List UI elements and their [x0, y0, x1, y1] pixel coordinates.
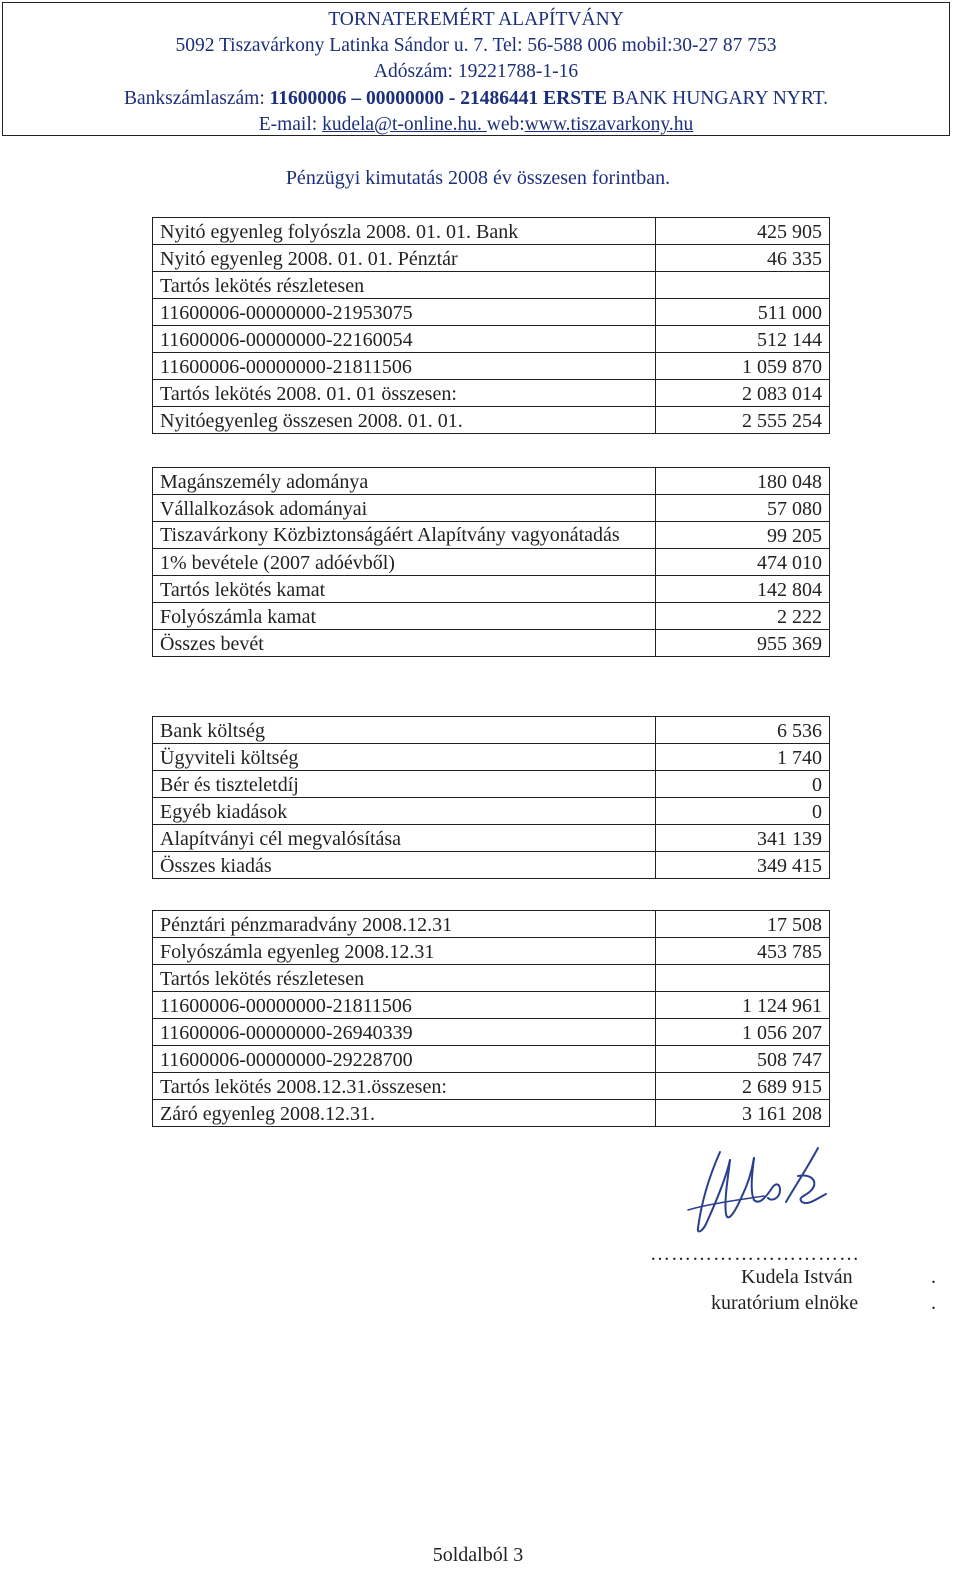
row-label: Nyitó egyenleg 2008. 01. 01. Pénztár	[153, 245, 656, 272]
row-label: Vállalkozások adományai	[153, 495, 656, 522]
row-label: 11600006-00000000-29228700	[153, 1046, 656, 1073]
opening-balance-table	[152, 217, 830, 434]
table-row	[153, 407, 830, 434]
table-row	[153, 245, 830, 272]
row-value	[656, 965, 830, 992]
signer-title: kuratórium elnöke	[711, 1292, 859, 1314]
row-value	[656, 272, 830, 299]
row-label: Folyószámla kamat	[153, 603, 656, 630]
row-label: Bank költség	[153, 717, 656, 744]
table-row	[153, 630, 830, 657]
row-value: 508 747	[656, 1046, 830, 1073]
row-label: Záró egyenleg 2008.12.31.	[153, 1100, 656, 1127]
closing-balance-table	[152, 910, 830, 1127]
tax-number: Adószám: 19221788-1-16	[373, 61, 579, 82]
handwritten-signature	[668, 1140, 838, 1240]
row-label: Ügyviteli költség	[153, 744, 656, 771]
web-label: web:	[486, 114, 525, 135]
row-label: Összes bevét	[153, 630, 656, 657]
table-row	[153, 603, 830, 630]
row-label: Nyitó egyenleg folyószla 2008. 01. 01. Bank	[153, 218, 656, 245]
expenses-table	[152, 716, 830, 879]
row-label: Egyéb kiadások	[153, 798, 656, 825]
row-value: 349 415	[656, 852, 830, 879]
row-value: 0	[656, 798, 830, 825]
row-value: 1 740	[656, 744, 830, 771]
row-label: Összes kiadás	[153, 852, 656, 879]
signer-name: Kudela István	[741, 1266, 853, 1288]
row-value: 2 222	[656, 603, 830, 630]
table-row	[153, 852, 830, 879]
row-label: Tartós lekötés 2008.12.31.összesen:	[153, 1073, 656, 1100]
letterhead	[2, 2, 950, 136]
row-label: Nyitóegyenleg összesen 2008. 01. 01.	[153, 407, 656, 434]
row-value: 0	[656, 771, 830, 798]
signer-title-dot: .	[931, 1292, 936, 1314]
row-value: 3 161 208	[656, 1100, 830, 1127]
table-row	[153, 380, 830, 407]
row-label: Tartós lekötés 2008. 01. 01 összesen:	[153, 380, 656, 407]
org-name: TORNATEREMÉRT ALAPÍTVÁNY	[328, 9, 624, 30]
table-row	[153, 353, 830, 380]
table-row	[153, 938, 830, 965]
email-label: E-mail:	[258, 114, 323, 135]
table-row	[153, 299, 830, 326]
address-line: 5092 Tiszavárkony Latinka Sándor u. 7. Tel: 56-588 006 mobil:30-27 87 753	[175, 35, 777, 56]
bank-name-rest: BANK HUNGARY NYRT.	[607, 88, 829, 109]
row-value: 474 010	[656, 549, 830, 576]
row-label: 11600006-00000000-22160054	[153, 326, 656, 353]
row-label: Pénztári pénzmaradvány 2008.12.31	[153, 911, 656, 938]
table-row	[153, 992, 830, 1019]
row-label: 11600006-00000000-21953075	[153, 299, 656, 326]
web-link[interactable]: www.tiszavarkony.hu	[524, 114, 694, 135]
row-label: 11600006-00000000-21811506	[153, 353, 656, 380]
row-value: 955 369	[656, 630, 830, 657]
row-value: 2 555 254	[656, 407, 830, 434]
row-value: 2 083 014	[656, 380, 830, 407]
bank-name-bold: ERSTE	[543, 88, 608, 109]
row-value: 17 508	[656, 911, 830, 938]
report-title: Pénzügyi kimutatás 2008 év összesen forintban.	[285, 167, 671, 189]
row-value: 57 080	[656, 495, 830, 522]
table-row	[153, 1019, 830, 1046]
row-label: Alapítványi cél megvalósítása	[153, 825, 656, 852]
row-value: 1 056 207	[656, 1019, 830, 1046]
row-value: 425 905	[656, 218, 830, 245]
row-value: 46 335	[656, 245, 830, 272]
row-value: 142 804	[656, 576, 830, 603]
table-row	[153, 798, 830, 825]
row-label: Tartós lekötés részletesen	[153, 272, 656, 299]
bank-number: 11600006 – 00000000 - 21486441	[269, 88, 539, 109]
table-row	[153, 1073, 830, 1100]
row-value: 1 059 870	[656, 353, 830, 380]
row-label: Tiszavárkony Közbiztonságáért Alapítvány vagyonátadás	[153, 522, 656, 549]
table-row	[153, 825, 830, 852]
row-label: Tartós lekötés részletesen	[153, 965, 656, 992]
row-value: 6 536	[656, 717, 830, 744]
table-row	[153, 717, 830, 744]
row-value: 2 689 915	[656, 1073, 830, 1100]
row-label: 11600006-00000000-26940339	[153, 1019, 656, 1046]
table-row	[153, 549, 830, 576]
row-label: 1% bevétele (2007 adóévből)	[153, 549, 656, 576]
row-value: 341 139	[656, 825, 830, 852]
row-label: Magánszemély adománya	[153, 468, 656, 495]
table-row	[153, 771, 830, 798]
contact-line	[3, 113, 949, 137]
row-label: 11600006-00000000-21811506	[153, 992, 656, 1019]
row-value: 453 785	[656, 938, 830, 965]
row-value: 99 205	[656, 522, 830, 549]
table-row	[153, 218, 830, 245]
row-label: Tartós lekötés kamat	[153, 576, 656, 603]
bank-label: Bankszámlaszám:	[123, 88, 270, 109]
signature-dotted-line: …………………………	[650, 1243, 860, 1265]
income-table	[152, 467, 830, 657]
row-value: 511 000	[656, 299, 830, 326]
table-row	[153, 326, 830, 353]
bank-account-line	[3, 87, 949, 111]
table-row	[153, 576, 830, 603]
row-label: Folyószámla egyenleg 2008.12.31	[153, 938, 656, 965]
table-row	[153, 495, 830, 522]
signer-name-dot: .	[931, 1266, 936, 1288]
row-value: 180 048	[656, 468, 830, 495]
page-footer: 5oldalból 3	[432, 1544, 524, 1566]
row-label: Bér és tiszteletdíj	[153, 771, 656, 798]
table-row	[153, 522, 830, 549]
table-row	[153, 744, 830, 771]
table-row	[153, 1100, 830, 1127]
table-row	[153, 272, 830, 299]
table-row	[153, 468, 830, 495]
table-row	[153, 911, 830, 938]
table-row	[153, 965, 830, 992]
row-value: 512 144	[656, 326, 830, 353]
table-row	[153, 1046, 830, 1073]
email-link[interactable]: kudela@t-online.hu.	[322, 114, 487, 135]
row-value: 1 124 961	[656, 992, 830, 1019]
